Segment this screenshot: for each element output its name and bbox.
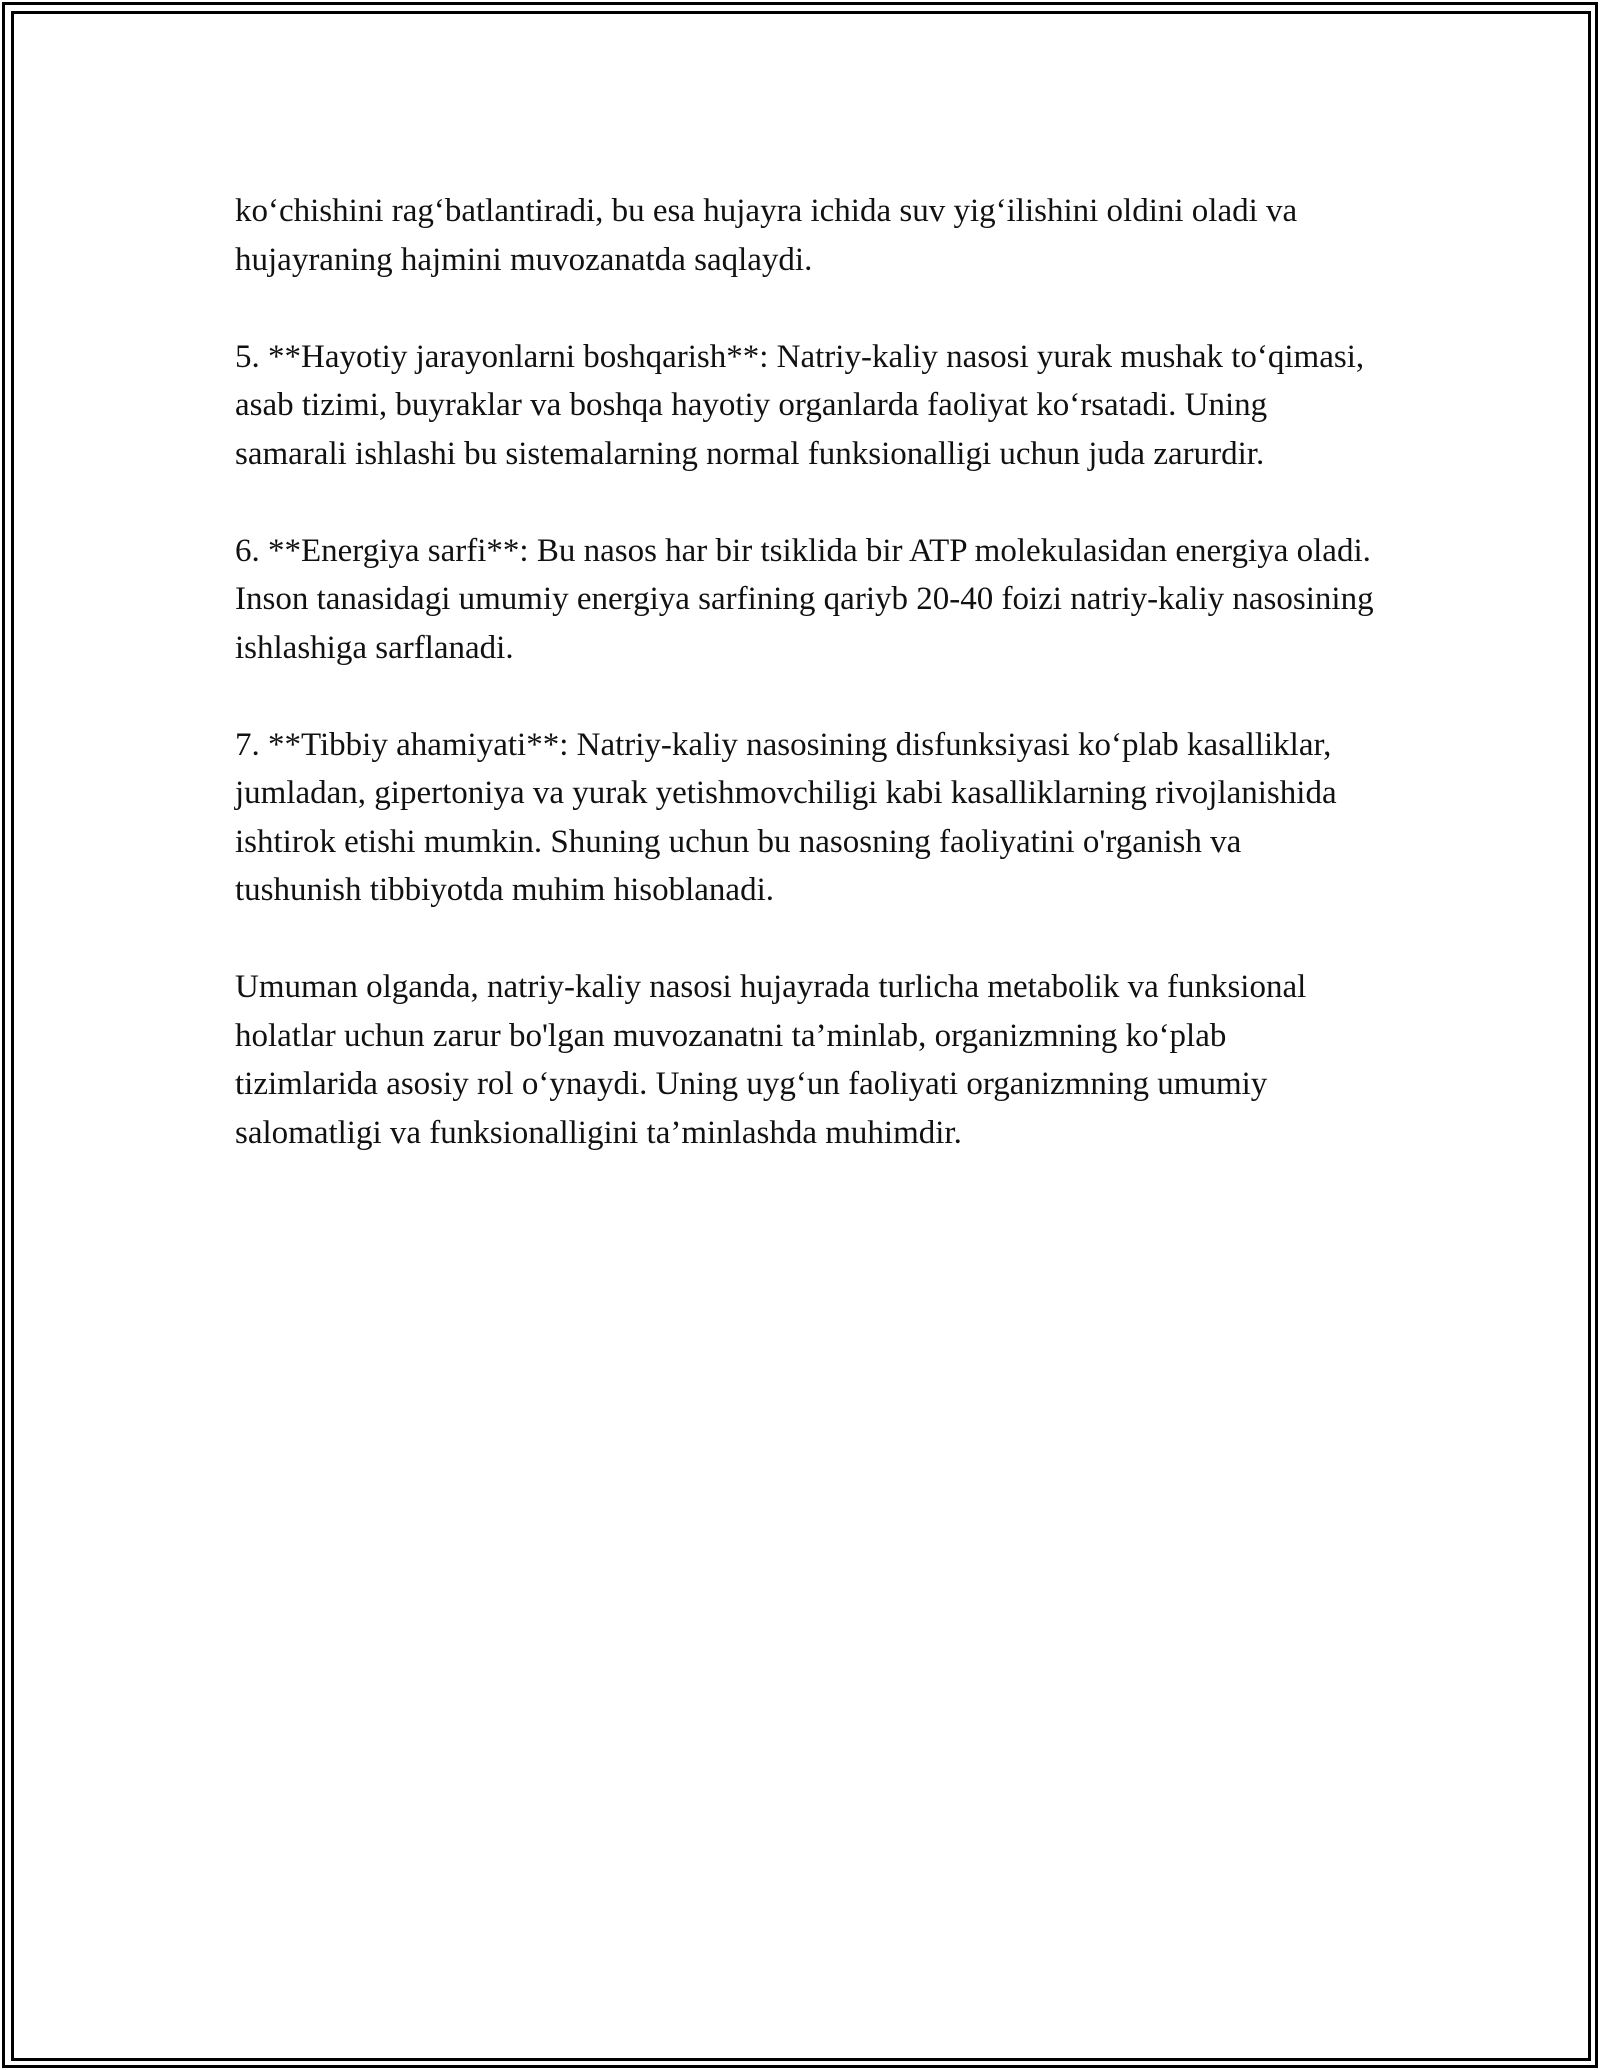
document-body xyxy=(235,187,1375,1157)
paragraph-continuation: ko‘chishini rag‘batlantiradi, bu esa hujayra ichida suv yig‘ilishini oldini oladi va hujayraning hajmini muvozanatda saqlaydi. xyxy=(235,193,1298,278)
paragraph-item-7: 7. **Tibbiy ahamiyati**: Natriy-kaliy nasosining disfunksiyasi ko‘plab kasalliklar, jumladan, gipertoniya va yurak yetishmovchiligi kabi kasalliklarning rivojlanishida ishtirok etishi mumkin. Shuning uchun bu nasosning faoliyatini o'rganish va tushunish tibbiyotda muhim hisoblanadi. xyxy=(235,726,1337,908)
paragraph-item-5: 5. **Hayotiy jarayonlarni boshqarish**: Natriy-kaliy nasosi yurak mushak to‘qimasi, asab tizimi, buyraklar va boshqa hayotiy organlarda faoliyat ko‘rsatadi. Uning samarali ishlashi bu sistemalarning normal funksionalligi uchun juda zarurdir. xyxy=(235,338,1365,472)
paragraph-conclusion: Umuman olganda, natriy-kaliy nasosi hujayrada turlicha metabolik va funksional holatlar uchun zarur bo'lgan muvozanatni ta’minlab, organizmning ko‘plab tizimlarida asosiy rol o‘ynaydi. Uning uyg‘un faoliyati organizmning umumiy salomatligi va funksionalligini ta’minlashda muhimdir. xyxy=(235,969,1307,1151)
paragraph-item-6: 6. **Energiya sarfi**: Bu nasos har bir tsiklida bir ATP molekulasidan energiya oladi. Inson tanasidagi umumiy energiya sarfining qariyb 20-40 foizi natriy-kaliy nasosining ishlashiga sarflanadi. xyxy=(235,532,1374,666)
